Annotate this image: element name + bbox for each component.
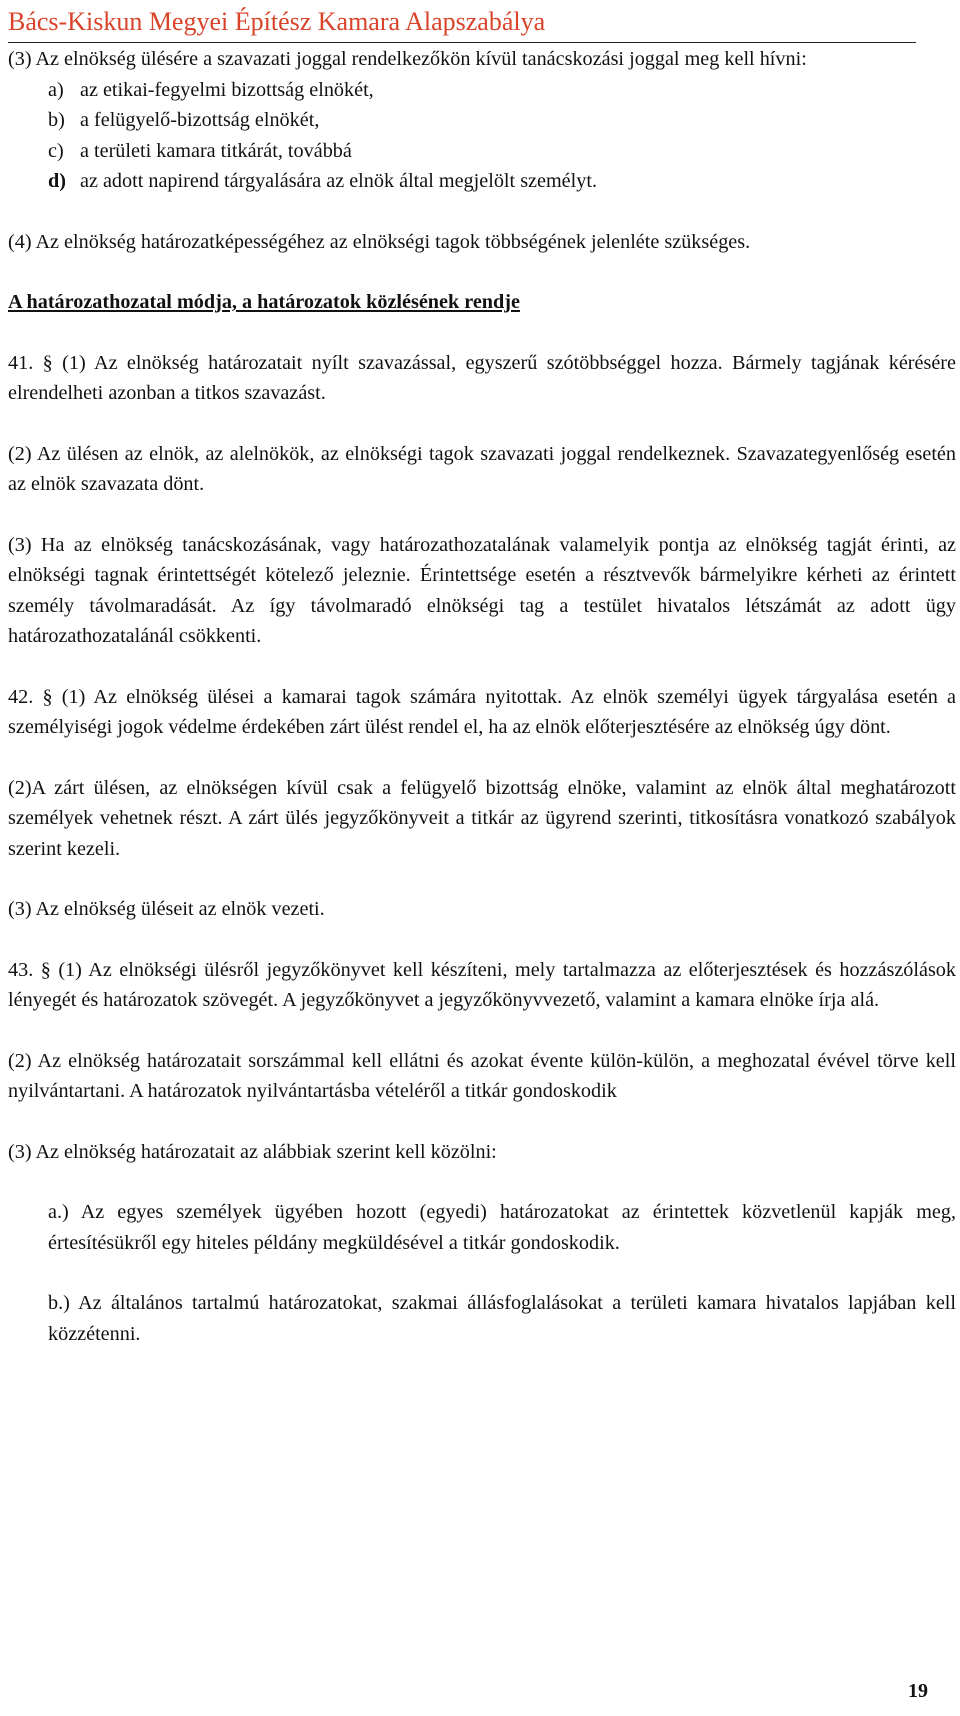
section-42-paragraph-1: 42. § (1) Az elnökség ülései a kamarai tagok számára nyitottak. Az elnök személyi ügyek tárgyalása esetén a személyiségi jogok védelme érdekében zárt ülést rendel el, ha az elnök előterjesztésére az elnökség úgy dönt.	[8, 685, 956, 738]
list-item-letter: d)	[48, 170, 66, 192]
section-43-paragraph-2: (2) Az elnökség határozatait sorszámmal kell ellátni és azokat évente külön-külön, a meghozatal évével törve kell nyilvántartani. A határozatok nyilvántartásba vételéről a titkár gondoskodik	[8, 1049, 956, 1102]
section-heading: A határozathozatal módja, a határozatok közlésének rendje	[8, 291, 520, 313]
list-item-text: az etikai-fegyelmi bizottság elnökét,	[80, 78, 374, 101]
running-header	[8, 4, 916, 43]
paragraph-4: (4) Az elnökség határozatképességéhez az elnökségi tagok többségének jelenléte szükséges.	[8, 230, 751, 253]
section-43-paragraph-3: (3) Az elnökség határozatait az alábbiak szerint kell közölni:	[8, 1140, 497, 1163]
section-41-paragraph-3: (3) Ha az elnökség tanácskozásának, vagy határozathozatalának valamelyik pontja az elnökség tagját érinti, az elnökségi tagnak érintettségét kötelező jeleznie. Érintettsége esetén a résztvevők bármelyikre kérheti az érintett személy távolmaradását. Az így távolmaradó elnökségi tag a testület hivatalos létszámát az adott ügy határozathozatalánál csökkenti.	[8, 533, 956, 647]
document-body	[8, 44, 956, 1349]
list-item-letter: b)	[48, 109, 65, 131]
list-item	[8, 166, 956, 197]
section-41-paragraph-2: (2) Az ülésen az elnök, az alelnökök, az elnökségi tagok szavazati joggal rendelkeznek. Szavazategyenlőség esetén az elnök szavazata dönt.	[8, 442, 956, 495]
list-item-letter: c)	[48, 139, 64, 162]
list-item	[8, 75, 956, 106]
section-42-paragraph-2: (2)A zárt ülésen, az elnökségen kívül csak a felügyelő bizottság elnöke, valamint az elnök által meghatározott személyek vehetnek részt. A zárt ülés jegyzőkönyveit a titkár az ügyrend szerinti, titkosításra vonatkozó szabályok szerint kezeli.	[8, 776, 956, 860]
document-page	[8, 0, 956, 1716]
section-43-item-b: b.) Az általános tartalmú határozatokat, szakmai állásfoglalásokat a területi kamara hivatalos lapjában kell közzétenni.	[48, 1292, 956, 1345]
invitee-list	[8, 75, 956, 197]
list-item-text: a területi kamara titkárát, továbbá	[80, 139, 352, 162]
section-41-paragraph-1: 41. § (1) Az elnökség határozatait nyílt szavazással, egyszerű szótöbbséggel hozza. Bármely tagjának kérésére elrendelheti azonban a titkos szavazást.	[8, 351, 956, 404]
list-item-letter: a)	[48, 78, 64, 101]
list-item	[8, 105, 956, 136]
section-43-paragraph-1: 43. § (1) Az elnökségi ülésről jegyzőkönyvet kell készíteni, mely tartalmazza az előterjesztések és hozzászólások lényegét és határozatok szövegét. A jegyzőkönyvet a jegyzőkönyvvezető, valamint a kamara elnöke írja alá.	[8, 958, 956, 1011]
section-43-item-a: a.) Az egyes személyek ügyében hozott (egyedi) határozatokat az érintettek közvetlenül kapják meg, értesítésükről egy hiteles példány megküldésével a titkár gondoskodik.	[48, 1201, 956, 1254]
paragraph-3-intro: (3) Az elnökség ülésére a szavazati joggal rendelkezőkön kívül tanácskozási joggal meg kell hívni:	[8, 48, 807, 70]
list-item-text: a felügyelő-bizottság elnökét,	[80, 109, 320, 131]
page-number: 19	[908, 1680, 928, 1702]
document-title: Bács-Kiskun Megyei Építész Kamara Alapszabálya	[8, 7, 546, 36]
section-42-paragraph-3: (3) Az elnökség üléseit az elnök vezeti.	[8, 898, 325, 920]
list-item-text: az adott napirend tárgyalására az elnök által megjelölt személyt.	[80, 170, 597, 192]
list-item	[8, 136, 956, 167]
